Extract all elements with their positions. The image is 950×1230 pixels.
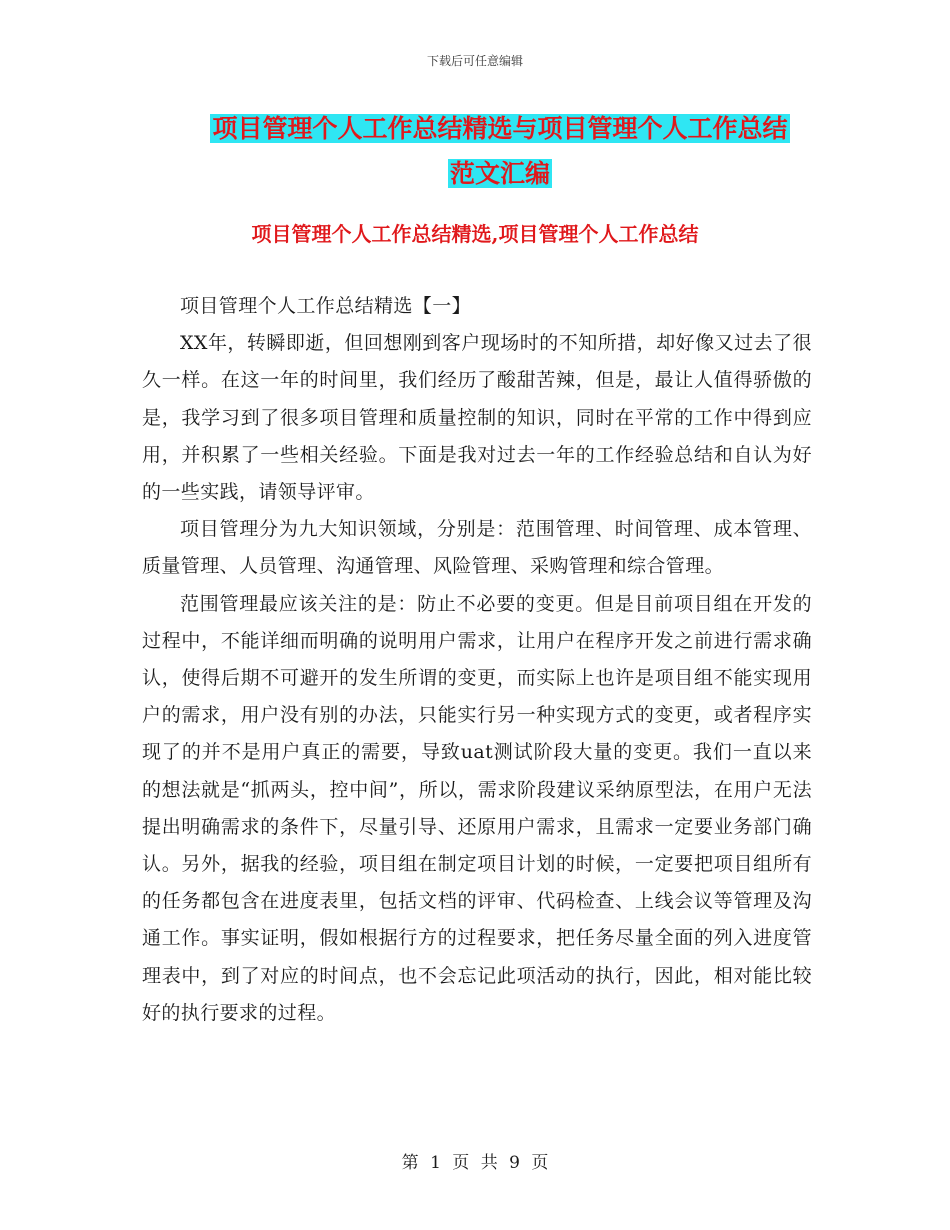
document-title-line2: 范文汇编 — [449, 159, 550, 188]
document-title — [150, 106, 850, 196]
body-paragraph: XX年，转瞬即逝，但回想刚到客户现场时的不知所措，却好像又过去了很久一样。在这一年的时间里，我们经历了酸甜苦辣，但是，最让人值得骄傲的是，我学习到了很多项目管理和质量控制的知识，同时在平常的工作中得到应用，并积累了一些相关经验。下面是我对过去一年的工作经验总结和自认为好的一些实践，请领导评审。 — [142, 332, 812, 504]
section-heading: 项目管理个人工作总结精选【一】 — [180, 295, 472, 317]
page-number-footer: 第 1 页 共 9 页 — [401, 1153, 549, 1173]
document-subtitle: 项目管理个人工作总结精选,项目管理个人工作总结 — [251, 222, 699, 246]
document-body — [142, 288, 812, 1032]
body-paragraph: 项目管理分为九大知识领域，分别是：范围管理、时间管理、成本管理、质量管理、人员管理、沟通管理、风险管理、采购管理和综合管理。 — [142, 518, 812, 578]
header-note: 下载后可任意编辑 — [426, 54, 523, 68]
body-paragraph: 范围管理最应该关注的是：防止不必要的变更。但是目前项目组在开发的过程中，不能详细而明确的说明用户需求，让用户在程序开发之前进行需求确认，使得后期不可避开的发生所谓的变更，而实际上也许是项目组不能实现用户的需求，用户没有别的办法，只能实行另一种实现方式的变更，或者程序实现了的并不是用户真正的需要，导致uat测试阶段大量的变更。我们一直以来的想法就是“抓两头，控中间”，所以，需求阶段建议采纳原型法，在用户无法提出明确需求的条件下，尽量引导、还原用户需求，且需求一定要业务部门确认。另外，据我的经验，项目组在制定项目计划的时候，一定要把项目组所有的任务都包含在进度表里，包括文档的评审、代码检查、上线会议等管理及沟通工作。事实证明，假如根据行方的过程要求，把任务尽量全面的列入进度管理表中，到了对应的时间点，也不会忘记此项活动的执行，因此，相对能比较好的执行要求的过程。 — [142, 592, 812, 1024]
document-title-line1: 项目管理个人工作总结精选与项目管理个人工作总结 — [212, 114, 788, 143]
